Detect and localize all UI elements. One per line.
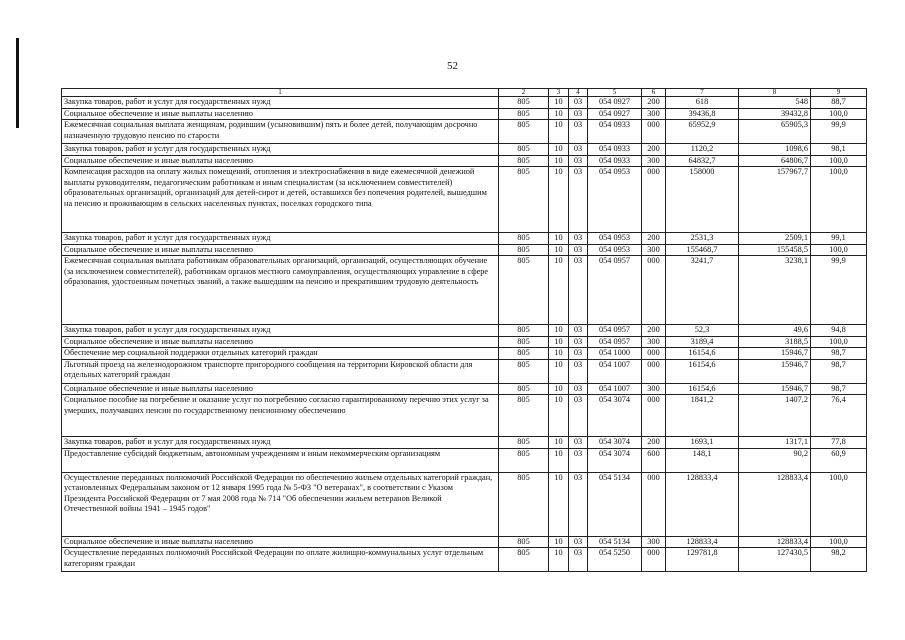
row-name: Закупка товаров, работ и услуг для государственных нужд — [62, 97, 499, 109]
row-name: Социальное обеспечение и иные выплаты населению — [62, 383, 499, 395]
target-article-code: 054 0953 — [588, 233, 642, 245]
razdel-code: 10 — [549, 108, 569, 120]
razdel-code: 10 — [549, 256, 569, 325]
execution-percent: 60,9 — [811, 448, 867, 472]
podrazdel-code: 03 — [569, 437, 588, 449]
planned-amount: 128833,4 — [666, 472, 739, 536]
actual-amount: 157967,7 — [739, 167, 811, 233]
row-name: Предоставление субсидий бюджетным, автономным учреждениям и иным некоммерческим организациям — [62, 448, 499, 472]
execution-percent: 98,7 — [811, 359, 867, 383]
planned-amount: 16154,6 — [666, 359, 739, 383]
actual-amount: 49,6 — [739, 325, 811, 337]
planned-amount: 2531,3 — [666, 233, 739, 245]
table-row — [62, 233, 867, 245]
planned-amount: 1120,2 — [666, 144, 739, 156]
budget-table — [61, 88, 867, 572]
podrazdel-code: 03 — [569, 256, 588, 325]
podrazdel-code: 03 — [569, 167, 588, 233]
expense-type-code: 000 — [642, 395, 666, 437]
table-row — [62, 548, 867, 572]
planned-amount: 3241,7 — [666, 256, 739, 325]
header-cell: 4 — [569, 89, 588, 97]
execution-percent: 94,8 — [811, 325, 867, 337]
target-article-code: 054 3074 — [588, 448, 642, 472]
razdel-code: 10 — [549, 437, 569, 449]
razdel-code: 10 — [549, 448, 569, 472]
table-row — [62, 167, 867, 233]
execution-percent: 100,0 — [811, 108, 867, 120]
podrazdel-code: 03 — [569, 144, 588, 156]
planned-amount: 52,3 — [666, 325, 739, 337]
glavny-code: 805 — [499, 472, 549, 536]
glavny-code: 805 — [499, 144, 549, 156]
row-name: Осуществление переданных полномочий Российской Федерации по обеспечению жильем отдельных категорий граждан, установленных Федеральным законом от 12 января 1995 года № 5-ФЗ "О ветеранах", в соответствии с Указом Президента Российской Федерации от 7 мая 2008 года № 714 "Об обеспечении жильем ветеранов Великой Отечественной войны 1941 – 1945 годов" — [62, 472, 499, 536]
target-article-code: 054 3074 — [588, 395, 642, 437]
glavny-code: 805 — [499, 359, 549, 383]
row-name: Закупка товаров, работ и услуг для государственных нужд — [62, 233, 499, 245]
row-name: Осуществление переданных полномочий Российской Федерации по оплате жилищно-коммунальных услуг отдельным категориям граждан — [62, 548, 499, 572]
actual-amount: 15946,7 — [739, 383, 811, 395]
expense-type-code: 300 — [642, 383, 666, 395]
expense-type-code: 300 — [642, 336, 666, 348]
target-article-code: 054 0927 — [588, 97, 642, 109]
row-name: Льготный проезд на железнодорожном транспорте пригородного сообщения на территории Кировской области для отдельных категорий граждан — [62, 359, 499, 383]
razdel-code: 10 — [549, 383, 569, 395]
execution-percent: 98,2 — [811, 548, 867, 572]
actual-amount: 65905,3 — [739, 120, 811, 144]
header-cell: 2 — [499, 89, 549, 97]
execution-percent: 100,0 — [811, 536, 867, 548]
actual-amount: 15946,7 — [739, 348, 811, 360]
table-row — [62, 336, 867, 348]
actual-amount: 3238,1 — [739, 256, 811, 325]
actual-amount: 64806,7 — [739, 155, 811, 167]
podrazdel-code: 03 — [569, 97, 588, 109]
razdel-code: 10 — [549, 244, 569, 256]
actual-amount: 39432,8 — [739, 108, 811, 120]
table-row — [62, 437, 867, 449]
planned-amount: 128833,4 — [666, 536, 739, 548]
glavny-code: 805 — [499, 336, 549, 348]
target-article-code: 054 0933 — [588, 120, 642, 144]
podrazdel-code: 03 — [569, 536, 588, 548]
target-article-code: 054 1000 — [588, 348, 642, 360]
execution-percent: 100,0 — [811, 472, 867, 536]
table-row — [62, 348, 867, 360]
page-number: 52 — [447, 60, 458, 72]
actual-amount: 128833,4 — [739, 536, 811, 548]
expense-type-code: 200 — [642, 144, 666, 156]
execution-percent: 98,1 — [811, 144, 867, 156]
podrazdel-code: 03 — [569, 395, 588, 437]
glavny-code: 805 — [499, 348, 549, 360]
table-row — [62, 359, 867, 383]
expense-type-code: 000 — [642, 548, 666, 572]
expense-type-code: 300 — [642, 536, 666, 548]
planned-amount: 39436,8 — [666, 108, 739, 120]
planned-amount: 158000 — [666, 167, 739, 233]
planned-amount: 155468,7 — [666, 244, 739, 256]
expense-type-code: 300 — [642, 155, 666, 167]
table-row — [62, 120, 867, 144]
actual-amount: 90,2 — [739, 448, 811, 472]
header-cell: 8 — [739, 89, 811, 97]
row-name: Социальное обеспечение и иные выплаты населению — [62, 336, 499, 348]
row-name: Социальное обеспечение и иные выплаты населению — [62, 536, 499, 548]
target-article-code: 054 5134 — [588, 472, 642, 536]
margin-bar — [16, 38, 19, 128]
expense-type-code: 600 — [642, 448, 666, 472]
execution-percent: 99,9 — [811, 120, 867, 144]
actual-amount: 155458,5 — [739, 244, 811, 256]
planned-amount: 618 — [666, 97, 739, 109]
target-article-code: 054 0957 — [588, 336, 642, 348]
podrazdel-code: 03 — [569, 383, 588, 395]
table-row — [62, 155, 867, 167]
header-cell: 3 — [549, 89, 569, 97]
planned-amount: 16154,6 — [666, 383, 739, 395]
razdel-code: 10 — [549, 120, 569, 144]
actual-amount: 1407,2 — [739, 395, 811, 437]
row-name: Закупка товаров, работ и услуг для государственных нужд — [62, 144, 499, 156]
podrazdel-code: 03 — [569, 548, 588, 572]
target-article-code: 054 5250 — [588, 548, 642, 572]
glavny-code: 805 — [499, 383, 549, 395]
glavny-code: 805 — [499, 325, 549, 337]
glavny-code: 805 — [499, 108, 549, 120]
glavny-code: 805 — [499, 395, 549, 437]
header-cell: 5 — [588, 89, 642, 97]
podrazdel-code: 03 — [569, 244, 588, 256]
table-row — [62, 448, 867, 472]
row-name: Закупка товаров, работ и услуг для государственных нужд — [62, 325, 499, 337]
actual-amount: 3188,5 — [739, 336, 811, 348]
actual-amount: 2509,1 — [739, 233, 811, 245]
podrazdel-code: 03 — [569, 325, 588, 337]
table-row — [62, 536, 867, 548]
table-row — [62, 244, 867, 256]
execution-percent: 99,9 — [811, 256, 867, 325]
actual-amount: 1317,1 — [739, 437, 811, 449]
razdel-code: 10 — [549, 233, 569, 245]
podrazdel-code: 03 — [569, 233, 588, 245]
planned-amount: 3189,4 — [666, 336, 739, 348]
actual-amount: 15946,7 — [739, 359, 811, 383]
podrazdel-code: 03 — [569, 155, 588, 167]
header-cell: 1 — [62, 89, 499, 97]
expense-type-code: 200 — [642, 325, 666, 337]
planned-amount: 1841,2 — [666, 395, 739, 437]
target-article-code: 054 0933 — [588, 144, 642, 156]
execution-percent: 77,8 — [811, 437, 867, 449]
razdel-code: 10 — [549, 336, 569, 348]
expense-type-code: 200 — [642, 437, 666, 449]
glavny-code: 805 — [499, 155, 549, 167]
planned-amount: 129781,8 — [666, 548, 739, 572]
podrazdel-code: 03 — [569, 348, 588, 360]
execution-percent: 98,7 — [811, 348, 867, 360]
table-row — [62, 383, 867, 395]
podrazdel-code: 03 — [569, 120, 588, 144]
table-row — [62, 144, 867, 156]
header-row — [62, 89, 867, 97]
table-row — [62, 256, 867, 325]
planned-amount: 16154,6 — [666, 348, 739, 360]
glavny-code: 805 — [499, 536, 549, 548]
expense-type-code: 200 — [642, 233, 666, 245]
glavny-code: 805 — [499, 120, 549, 144]
row-name: Социальное обеспечение и иные выплаты населению — [62, 108, 499, 120]
glavny-code: 805 — [499, 233, 549, 245]
actual-amount: 128833,4 — [739, 472, 811, 536]
row-name: Социальное пособие на погребение и оказание услуг по погребению согласно гарантированному перечню этих услуг за умерших, получавших пенсии по государственному пенсионному обеспечению — [62, 395, 499, 437]
razdel-code: 10 — [549, 536, 569, 548]
expense-type-code: 000 — [642, 348, 666, 360]
glavny-code: 805 — [499, 437, 549, 449]
glavny-code: 805 — [499, 256, 549, 325]
expense-type-code: 000 — [642, 359, 666, 383]
table-row — [62, 472, 867, 536]
podrazdel-code: 03 — [569, 359, 588, 383]
podrazdel-code: 03 — [569, 336, 588, 348]
table-row — [62, 97, 867, 109]
razdel-code: 10 — [549, 395, 569, 437]
planned-amount: 65952,9 — [666, 120, 739, 144]
target-article-code: 054 1007 — [588, 359, 642, 383]
execution-percent: 76,4 — [811, 395, 867, 437]
row-name: Закупка товаров, работ и услуг для государственных нужд — [62, 437, 499, 449]
planned-amount: 1693,1 — [666, 437, 739, 449]
target-article-code: 054 0953 — [588, 244, 642, 256]
row-name: Ежемесячная социальная выплата работникам образовательных организаций, организаций, осуществляющих обучение (за исключением совместителей), работникам органов местного самоуправления, осуществляющих управление в сфере образования, удостоенным почетных званий, а также вышедшим на пенсию и прекратившим трудовую деятельность — [62, 256, 499, 325]
actual-amount: 548 — [739, 97, 811, 109]
glavny-code: 805 — [499, 167, 549, 233]
expense-type-code: 300 — [642, 244, 666, 256]
target-article-code: 054 1007 — [588, 383, 642, 395]
glavny-code: 805 — [499, 548, 549, 572]
razdel-code: 10 — [549, 167, 569, 233]
table-row — [62, 108, 867, 120]
execution-percent: 100,0 — [811, 244, 867, 256]
execution-percent: 98,7 — [811, 383, 867, 395]
execution-percent: 100,0 — [811, 155, 867, 167]
razdel-code: 10 — [549, 144, 569, 156]
planned-amount: 148,1 — [666, 448, 739, 472]
razdel-code: 10 — [549, 472, 569, 536]
header-cell: 6 — [642, 89, 666, 97]
expense-type-code: 000 — [642, 256, 666, 325]
target-article-code: 054 0953 — [588, 167, 642, 233]
podrazdel-code: 03 — [569, 448, 588, 472]
razdel-code: 10 — [549, 348, 569, 360]
razdel-code: 10 — [549, 548, 569, 572]
table-row — [62, 325, 867, 337]
row-name: Социальное обеспечение и иные выплаты населению — [62, 155, 499, 167]
target-article-code: 054 0957 — [588, 325, 642, 337]
row-name: Обеспечение мер социальной поддержки отдельных категорий граждан — [62, 348, 499, 360]
target-article-code: 054 0957 — [588, 256, 642, 325]
target-article-code: 054 0927 — [588, 108, 642, 120]
execution-percent: 100,0 — [811, 336, 867, 348]
expense-type-code: 000 — [642, 472, 666, 536]
glavny-code: 805 — [499, 97, 549, 109]
target-article-code: 054 3074 — [588, 437, 642, 449]
expense-type-code: 300 — [642, 108, 666, 120]
target-article-code: 054 0933 — [588, 155, 642, 167]
podrazdel-code: 03 — [569, 472, 588, 536]
razdel-code: 10 — [549, 155, 569, 167]
row-name: Социальное обеспечение и иные выплаты населению — [62, 244, 499, 256]
execution-percent: 99,1 — [811, 233, 867, 245]
actual-amount: 127430,5 — [739, 548, 811, 572]
expense-type-code: 200 — [642, 97, 666, 109]
glavny-code: 805 — [499, 448, 549, 472]
actual-amount: 1098,6 — [739, 144, 811, 156]
header-cell: 7 — [666, 89, 739, 97]
glavny-code: 805 — [499, 244, 549, 256]
razdel-code: 10 — [549, 359, 569, 383]
expense-type-code: 000 — [642, 120, 666, 144]
table-row — [62, 395, 867, 437]
podrazdel-code: 03 — [569, 108, 588, 120]
execution-percent: 100,0 — [811, 167, 867, 233]
row-name: Компенсация расходов на оплату жилых помещений, отопления и электроснабжения в виде ежемесячной денежной выплаты руководителям, педагогическим работникам и иным специалистам (за исключением совместителей) образовательных организаций, организаций для детей-сирот и детей, оставшихся без попечения родителей, вышедшим на пенсию и проживающим в сельских населенных пунктах, поселках городского типа — [62, 167, 499, 233]
razdel-code: 10 — [549, 325, 569, 337]
razdel-code: 10 — [549, 97, 569, 109]
planned-amount: 64832,7 — [666, 155, 739, 167]
header-cell: 9 — [811, 89, 867, 97]
execution-percent: 88,7 — [811, 97, 867, 109]
expense-type-code: 000 — [642, 167, 666, 233]
row-name: Ежемесячная социальная выплата женщинам, родившим (усыновившим) пять и более детей, получающим досрочно назначенную трудовую пенсию по старости — [62, 120, 499, 144]
target-article-code: 054 5134 — [588, 536, 642, 548]
